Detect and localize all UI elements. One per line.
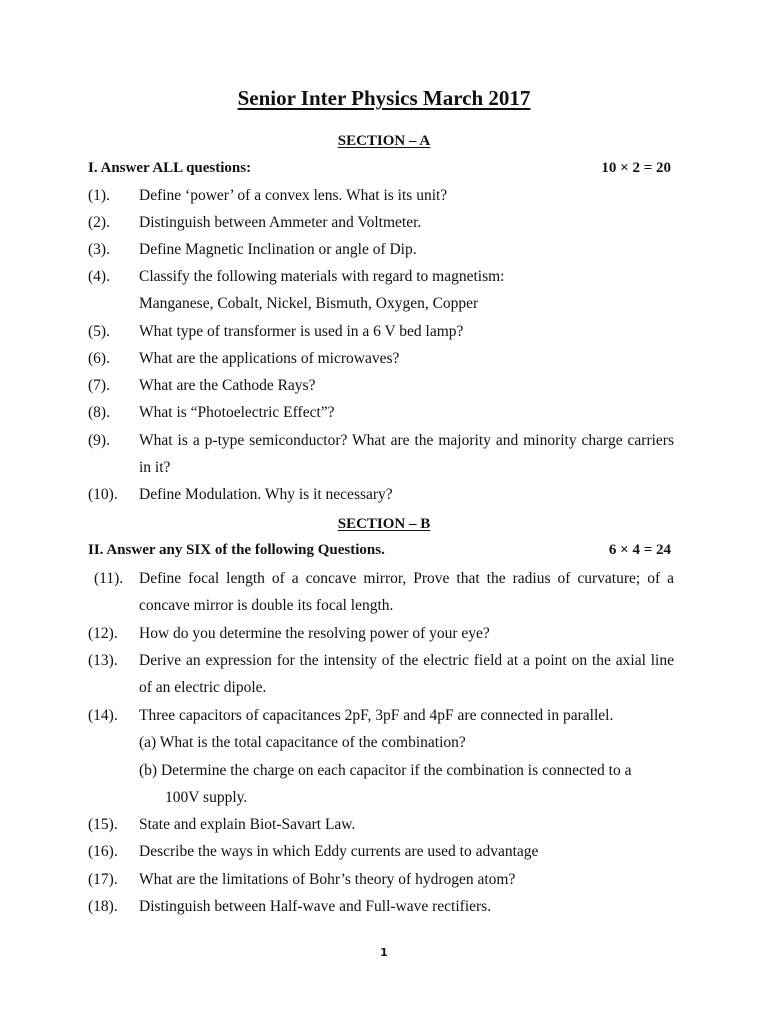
question-number: (16). xyxy=(88,843,118,860)
question-part-b-continued: 100V supply. xyxy=(165,789,248,807)
section-b-instruction-row xyxy=(88,542,671,559)
question-17 xyxy=(88,866,674,893)
question-number: (6). xyxy=(88,350,110,367)
question-number: (13). xyxy=(88,652,118,669)
section-b-instruction: II. Answer any SIX of the following Questions. xyxy=(88,542,385,558)
question-text: Describe the ways in which Eddy currents are used to advantage xyxy=(139,843,539,860)
question-text: What is “Photoelectric Effect”? xyxy=(139,404,335,421)
question-number: (14). xyxy=(88,707,118,724)
question-1 xyxy=(88,182,674,209)
question-part-a: (a) What is the total capacitance of the combination? xyxy=(139,734,466,752)
section-a-marks: 10 × 2 = 20 xyxy=(601,160,671,176)
question-text: Define ‘power’ of a convex lens. What is its unit? xyxy=(139,187,448,204)
question-text: What type of transformer is used in a 6 V bed lamp? xyxy=(139,323,464,340)
question-number: (18). xyxy=(88,898,118,915)
question-text: What is a p-type semiconductor? What are the majority and minority charge carriers in it? xyxy=(139,432,674,477)
question-text: Distinguish between Ammeter and Voltmeter. xyxy=(139,214,422,231)
question-6 xyxy=(88,345,674,372)
question-3 xyxy=(88,236,674,263)
question-18 xyxy=(88,893,674,920)
question-14 xyxy=(88,702,674,812)
question-text: How do you determine the resolving power of your eye? xyxy=(139,625,490,642)
question-number: (1). xyxy=(88,187,110,204)
question-16 xyxy=(88,838,674,865)
question-number: (5). xyxy=(88,323,110,340)
question-15 xyxy=(88,811,674,838)
question-text: Define Modulation. Why is it necessary? xyxy=(139,486,393,503)
question-number: (2). xyxy=(88,214,110,231)
question-text: What are the applications of microwaves? xyxy=(139,350,400,367)
question-text: Derive an expression for the intensity of the electric field at a point on the axial line of an electric dipole. xyxy=(139,652,674,697)
question-text: Distinguish between Half-wave and Full-wave rectifiers. xyxy=(139,898,492,915)
question-12 xyxy=(88,620,674,647)
question-number: (12). xyxy=(88,625,118,642)
question-number: (10). xyxy=(88,486,118,503)
question-13 xyxy=(88,647,674,702)
question-number: (4). xyxy=(88,268,110,285)
question-5 xyxy=(88,318,674,345)
question-text: Define Magnetic Inclination or angle of Dip. xyxy=(139,241,417,258)
page-number: 1 xyxy=(380,946,388,959)
question-text: Define focal length of a concave mirror, Prove that the radius of curvature; of a concave mirror is double its focal length. xyxy=(139,570,674,615)
question-text: What are the limitations of Bohr’s theory of hydrogen atom? xyxy=(139,871,516,888)
question-number: (11). xyxy=(94,570,124,587)
question-text: Classify the following materials with regard to magnetism: xyxy=(139,268,505,285)
question-text-continued: Manganese, Cobalt, Nickel, Bismuth, Oxygen, Copper xyxy=(139,295,479,313)
question-number: (3). xyxy=(88,241,110,258)
question-8 xyxy=(88,399,674,426)
question-7 xyxy=(88,372,674,399)
section-b-heading: SECTION – B xyxy=(337,516,431,532)
question-4 xyxy=(88,263,674,318)
section-a-instruction-row xyxy=(88,160,671,177)
question-number: (15). xyxy=(88,816,118,833)
question-text: What are the Cathode Rays? xyxy=(139,377,316,394)
question-10 xyxy=(88,481,674,508)
section-b-marks: 6 × 4 = 24 xyxy=(608,542,671,558)
question-text: Three capacitors of capacitances 2pF, 3pF and 4pF are connected in parallel. xyxy=(139,707,614,724)
question-number: (8). xyxy=(88,404,110,421)
question-number: (9). xyxy=(88,432,110,449)
section-a-instruction: I. Answer ALL questions: xyxy=(88,160,252,176)
question-text: State and explain Biot-Savart Law. xyxy=(139,816,356,833)
question-part-b: (b) Determine the charge on each capacitor if the combination is connected to a xyxy=(139,761,632,779)
section-a-heading: SECTION – A xyxy=(337,133,431,149)
question-2 xyxy=(88,209,674,236)
question-number: (7). xyxy=(88,377,110,394)
question-number: (17). xyxy=(88,871,118,888)
question-11 xyxy=(88,565,674,620)
question-9 xyxy=(88,427,674,482)
page-title: Senior Inter Physics March 2017 xyxy=(237,86,531,110)
